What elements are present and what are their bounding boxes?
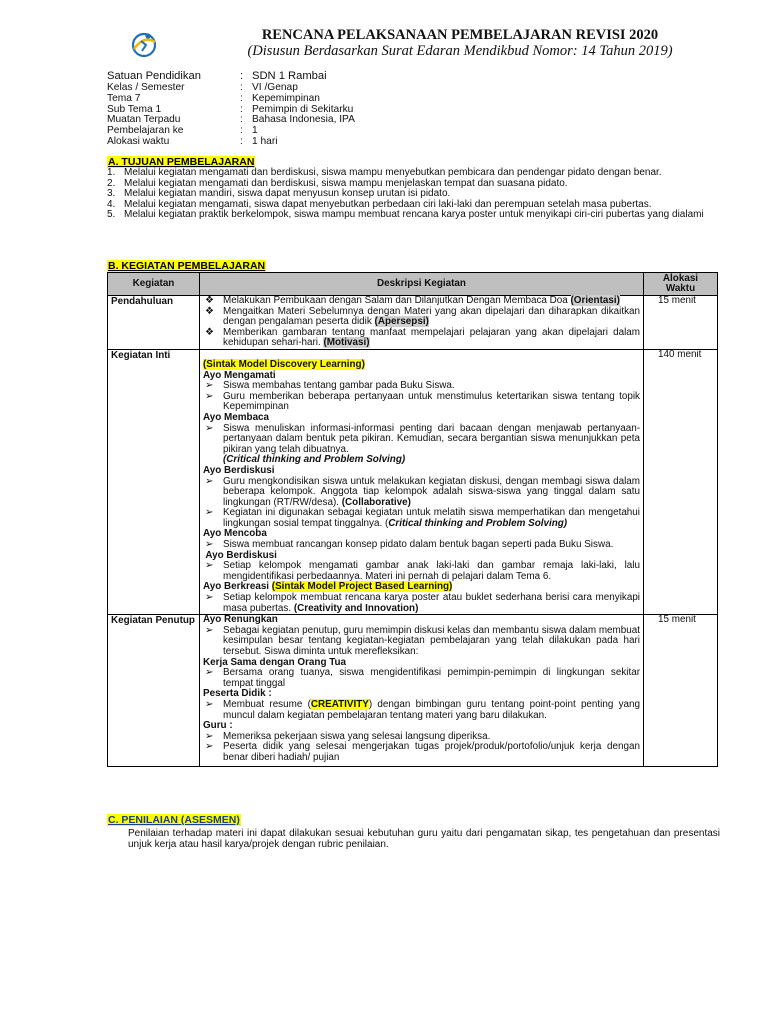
section-b-heading: B. KEGIATAN PEMBELAJARAN [108, 260, 266, 272]
list-text: Melalui kegiatan mengamati dan berdiskusi, siswa mampu menjelaskan tempat dan suasana pidato. [124, 177, 568, 189]
list-item [203, 477, 640, 509]
arrow-bullet-icon: ➢ [205, 624, 214, 636]
subsection-heading: Kerja Sama dengan Orang Tua [203, 656, 347, 668]
row-label: Pendahuluan [108, 296, 200, 350]
item-tag: (Orientasi) [570, 295, 620, 306]
activity-table [107, 272, 718, 767]
list-item [107, 210, 717, 221]
info-row [107, 94, 355, 105]
page-subtitle: (Disusun Berdasarkan Surat Edaran Mendikbud Nomor: 14 Tahun 2019) [247, 43, 673, 59]
list-text: Melalui kegiatan mengamati dan berdiskusi, siswa mampu menyebutkan pembicara dan pendengar pidato dengan benar. [124, 167, 662, 178]
list-text: Melalui kegiatan mengamati, siswa dapat menyebutkan perbedaan ciri laki-laki dan perempuan setelah masa pubertas. [124, 198, 652, 210]
section-c-heading: C. PENILAIAN (ASESMEN) [108, 814, 240, 826]
list-text [223, 593, 640, 614]
info-label: Tema 7 [107, 92, 141, 104]
row-label: Kegiatan Penutup [108, 615, 200, 766]
table-header-row [108, 273, 718, 296]
column-header-alokasi: Alokasi Waktu [644, 273, 718, 296]
item-text: Guru mengkondisikan siswa untuk melakukan kegiatan diskusi, dengan membagi siswa dalam beberapa kelompok. Anggota tiap kelompok adalah siswa-siswa yang tinggal dalam satu lingkungan (RT/RW/desa). [223, 475, 640, 508]
list-text: Melalui kegiatan praktik berkelompok, siswa mampu membuat rencana karya poster untuk menyikapi ciri-ciri pubertas yang dialami [124, 209, 704, 221]
arrow-bullet-icon: ➢ [205, 730, 214, 742]
list-item [203, 593, 640, 614]
sintak-pjbl-label: (Sintak Model Project Based Learning) [271, 581, 453, 593]
arrow-bullet-icon: ➢ [205, 390, 214, 402]
info-value: VI /Genap [252, 82, 298, 93]
info-label: Sub Tema 1 [107, 103, 162, 115]
arrow-bullet-icon: ➢ [205, 560, 214, 572]
list-item [203, 668, 640, 689]
list-number: 4. [107, 198, 116, 210]
info-separator: : [240, 103, 243, 115]
item-text: Mengaitkan Materi Sebelumnya dengan Materi yang akan dipelajari dan diharapkan dikaitkan dengan pengalaman peserta didik [223, 305, 640, 328]
arrow-bullet-icon: ➢ [205, 507, 214, 519]
document-header [0, 26, 768, 62]
item-tag: (Critical thinking and Problem Solving) [223, 454, 406, 466]
arrow-bullet-icon: ➢ [205, 741, 214, 753]
info-value: SDN 1 Rambai [252, 70, 327, 82]
item-tag: (Creativity and Innovation) [293, 602, 419, 614]
info-separator: : [240, 114, 243, 126]
item-text: Memberikan gambaran tentang manfaat mempelajari pelajaran yang akan dipelajari dalam kehidupan sehari-hari. [223, 326, 640, 349]
info-label: Kelas / Semester [107, 82, 185, 93]
item-text: Kegiatan ini digunakan sebagai kegiatan untuk melatih siswa memperhatikan dan mengetahui lingkungan sosial tempat tinggalnya. ( [223, 507, 640, 529]
section-a-heading: A. TUJUAN PEMBELAJARAN [108, 156, 255, 168]
list-text: Melalui kegiatan mandiri, siswa dapat menyusun konsep urutan isi pidato. [124, 188, 451, 200]
list-text: Bersama orang tuanya, siswa mengidentifikasi pemimpin-pemimpin di lingkungan sekitar tempat tinggal [223, 667, 640, 689]
list-item [203, 561, 640, 582]
list-text: Setiap kelompok mengamati gambar anak laki-laki dan gambar remaja laki-laki, lalu mengidentifikasi perbedaannya. Materi ini pernah di pelajari dalam Tema 6. [223, 560, 640, 582]
subsection-heading: Guru : [203, 720, 233, 732]
item-text: ) dengan bimbingan guru tentang point-point penting yang muncul dalam kegiatan pembelajaran tentang materi yang baru dilakukan. [223, 698, 640, 721]
page-title: RENCANA PELAKSANAAN PEMBELAJARAN REVISI 2020 [261, 27, 659, 43]
list-text: Siswa membuat rancangan konsep pidato dalam bentuk bagan seperti pada Buku Siswa. [223, 539, 614, 551]
column-header-deskripsi: Deskripsi Kegiatan [200, 273, 644, 296]
info-value: Bahasa Indonesia, IPA [252, 114, 355, 126]
table-row [108, 615, 718, 766]
row-label: Kegiatan Inti [108, 349, 200, 614]
item-text: Melakukan Pembukaan dengan Salam dan Dilanjutkan Dengan Membaca Doa [223, 295, 571, 306]
list-text [223, 508, 640, 529]
arrow-bullet-icon: ➢ [205, 475, 214, 487]
arrow-bullet-icon: ➢ [205, 667, 214, 679]
info-value: 1 [252, 125, 258, 137]
diamond-bullet-icon: ❖ [205, 295, 214, 306]
info-label: Alokasi waktu [107, 135, 170, 147]
subsection-heading: Ayo Membaca [203, 411, 270, 423]
item-text: Membuat resume ( [223, 698, 311, 710]
subsection-heading: Ayo Berdiskusi [203, 464, 275, 476]
subsection-heading: Peserta Didik : [203, 688, 272, 700]
list-text [223, 477, 640, 509]
list-item [203, 742, 640, 763]
arrow-bullet-icon: ➢ [205, 592, 214, 604]
item-tag: Critical thinking and Problem Solving) [388, 517, 568, 529]
info-separator: : [240, 70, 244, 82]
item-tag: (Apersepsi) [374, 316, 429, 328]
sintak-discovery-label: (Sintak Model Discovery Learning) [203, 358, 365, 370]
subsection-heading: Ayo Mencoba [203, 528, 267, 540]
diamond-bullet-icon: ❖ [205, 326, 214, 338]
list-item [107, 168, 717, 179]
item-text: Siswa menuliskan informasi-informasi penting dari bacaan dengan menjawab pertanyaan-pertanyaan dalam bentuk peta pikiran. Kemudian, secara bergantian siswa menunjukkan peta pikiran yang telah dibuatnya. [223, 422, 640, 455]
tut-wuri-handayani-logo-icon [128, 29, 160, 59]
info-value: Pemimpin di Sekitarku [252, 103, 354, 115]
info-separator: : [240, 135, 243, 147]
item-tag: CREATIVITY [310, 698, 369, 710]
objectives-list [107, 168, 717, 221]
info-separator: : [240, 82, 243, 93]
list-item [203, 392, 640, 413]
subsection-heading: Ayo Mengamati [203, 369, 276, 381]
item-tag: (Motivasi) [323, 337, 370, 349]
info-separator: : [240, 92, 243, 104]
arrow-bullet-icon: ➢ [205, 539, 214, 551]
table-row [108, 296, 718, 350]
list-text [223, 700, 640, 721]
arrow-bullet-icon: ➢ [205, 422, 214, 434]
list-item [203, 626, 640, 658]
table-row [108, 349, 718, 614]
arrow-bullet-icon: ➢ [205, 380, 214, 392]
info-row [107, 137, 355, 148]
item-text: Setiap kelompok membuat rencana karya poster atau buklet sederhana berisi cara menyikapi masa pubertas. [223, 592, 640, 614]
list-item [203, 424, 640, 466]
row-description [200, 349, 644, 614]
arrow-bullet-icon: ➢ [205, 698, 214, 710]
list-item [203, 307, 640, 328]
list-text [223, 424, 640, 466]
list-text: Memeriksa pekerjaan siswa yang selesai langsung diperiksa. [223, 730, 491, 742]
list-text: Peserta didik yang selesai mengerjakan tugas projek/produk/portofolio/unjuk kerja dengan benar diberi hadiah/ pujian [223, 741, 640, 763]
column-header-kegiatan: Kegiatan [108, 273, 200, 296]
info-value: 1 hari [252, 135, 278, 147]
info-value: Kepemimpinan [252, 92, 320, 104]
row-time: 15 menit [644, 615, 718, 766]
subsection-heading: Ayo Berdiskusi [203, 549, 277, 561]
item-tag: (Collaborative) [341, 496, 411, 508]
identity-block [107, 70, 355, 148]
list-number: 5. [107, 209, 116, 221]
row-description [200, 615, 644, 766]
info-label: Pembelajaran ke [107, 125, 184, 137]
diamond-bullet-icon: ❖ [205, 305, 214, 317]
list-item [203, 700, 640, 721]
list-number: 3. [107, 188, 116, 200]
row-description [200, 296, 644, 350]
row-time: 15 menit [644, 296, 718, 350]
list-item [203, 508, 640, 529]
list-item [203, 328, 640, 349]
list-text [223, 307, 640, 328]
info-label: Muatan Terpadu [107, 114, 181, 126]
subsection-heading: Ayo Berkreasi [203, 581, 272, 593]
subsection-heading: Ayo Renungkan [203, 614, 278, 626]
info-label: Satuan Pendidikan [107, 70, 201, 82]
list-text: Siswa membahas tentang gambar pada Buku Siswa. [223, 380, 455, 392]
list-text: Guru memberikan beberapa pertanyaan untuk menstimulus ketertarikan siswa tentang topik Kepemimpinan [223, 390, 640, 413]
list-text [223, 328, 640, 349]
info-separator: : [240, 125, 243, 137]
list-number: 2. [107, 177, 116, 189]
assessment-text: Penilaian terhadap materi ini dapat dilakukan sesuai kebutuhan guru yaitu dari pengamatan sikap, tes pengetahuan dan presentasi unjuk kerja atau hasil karya/projek dengan rubric penilaian. [128, 828, 720, 850]
list-number: 1. [107, 167, 116, 178]
row-time: 140 menit [644, 349, 718, 614]
list-text: Sebagai kegiatan penutup, guru memimpin diskusi kelas dan membantu siswa dalam membuat kesimpulan besar tentang kegiatan-kegiatan pembelajaran yang telah dilakukan pada hari tersebut. Siswa diminta untuk merefleksikan: [223, 624, 640, 657]
